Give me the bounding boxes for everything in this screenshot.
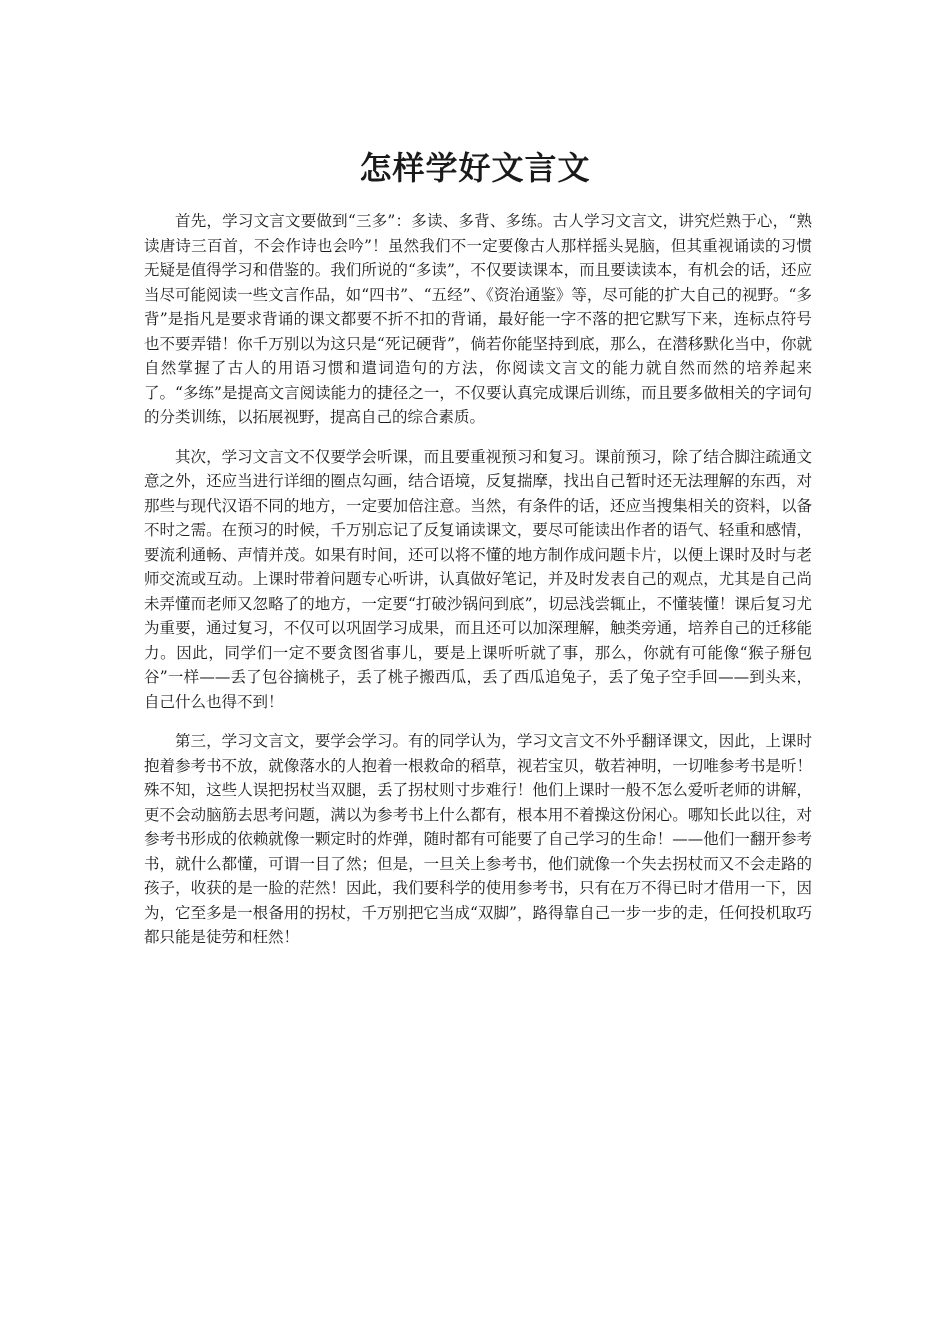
document-title: 怎样学好文言文 [359,149,591,187]
paragraph-3: 第三，学习文言文，要学会学习。有的同学认为，学习文言文不外乎翻译课文，因此，上课时抱着参考书不放，就像落水的人抱着一根救命的稻草，视若宝贝，敬若神明，一切唯参考书是听！殊不知，这些人误把拐杖当双腿，丢了拐杖则寸步难行！他们上课时一般不怎么爱听老师的讲解，更不会动脑筋去思考问题，满以为参考书上什么都有，根本用不着操这份闲心。哪知长此以往，对参考书形成的依赖就像一颗定时的炸弹，随时都有可能要了自己学习的生命！——他们一翻开参考书，就什么都懂，可谓一目了然；但是，一旦关上参考书，他们就像一个失去拐杖而又不会走路的孩子，收获的是一脸的茫然！因此，我们要科学的使用参考书，只有在万不得已时才借用一下，因为，它至多是一根备用的拐杖，千万别把它当成“双脚”，路得靠自己一步一步的走，任何投机取巧都只能是徒劳和枉然！ [144,732,812,946]
paragraph-2: 其次，学习文言文不仅要学会听课，而且要重视预习和复习。课前预习，除了结合脚注疏通文意之外，还应当进行详细的圈点勾画，结合语境，反复揣摩，找出自己暂时还无法理解的东西，对那些与现代汉语不同的地方，一定要加倍注意。当然，有条件的话，还应当搜集相关的资料，以备不时之需。在预习的时候，千万别忘记了反复诵读课文，要尽可能读出作者的语气、轻重和感情，要流利通畅、声情并茂。如果有时间，还可以将不懂的地方制作成问题卡片，以便上课时及时与老师交流或互动。上课时带着问题专心听讲，认真做好笔记，并及时发表自己的观点，尤其是自己尚未弄懂而老师又忽略了的地方，一定要“打破沙锅问到底”，切忌浅尝辄止，不懂装懂！课后复习尤为重要，通过复习，不仅可以巩固学习成果，而且还可以加深理解，触类旁通，培养自己的迁移能力。因此，同学们一定不要贪图省事儿，要是上课听听就了事，那么，你就有可能像“猴子掰包谷”一样——丢了包谷摘桃子，丢了桃子搬西瓜，丢了西瓜追兔子，丢了兔子空手回——到头来，自己什么也得不到！ [144,447,812,711]
paragraph-1: 首先，学习文言文要做到“三多”：多读、多背、多练。古人学习文言文，讲究烂熟于心，“熟读唐诗三百首，不会作诗也会吟”！虽然我们不一定要像古人那样摇头晃脑，但其重视诵读的习惯无疑是值得学习和借鉴的。我们所说的“多读”，不仅要读课本，而且要读读本，有机会的话，还应当尽可能阅读一些文言作品，如“四书”、“五经”、《资治通鉴》等，尽可能的扩大自己的视野。“多背”是指凡是要求背诵的课文都要不折不扣的背诵，最好能一字不落的把它默写下来，连标点符号也不要弄错！你千万别以为这只是“死记硬背”，倘若你能坚持到底，那么，在潜移默化当中，你就自然掌握了古人的用语习惯和遣词造句的方法，你阅读文言文的能力就自然而然的培养起来了。“多练”是提高文言阅读能力的捷径之一，不仅要认真完成课后训练，而且要多做相关的字词句的分类训练，以拓展视野，提高自己的综合素质。 [144,212,812,426]
document-body [144,209,812,965]
